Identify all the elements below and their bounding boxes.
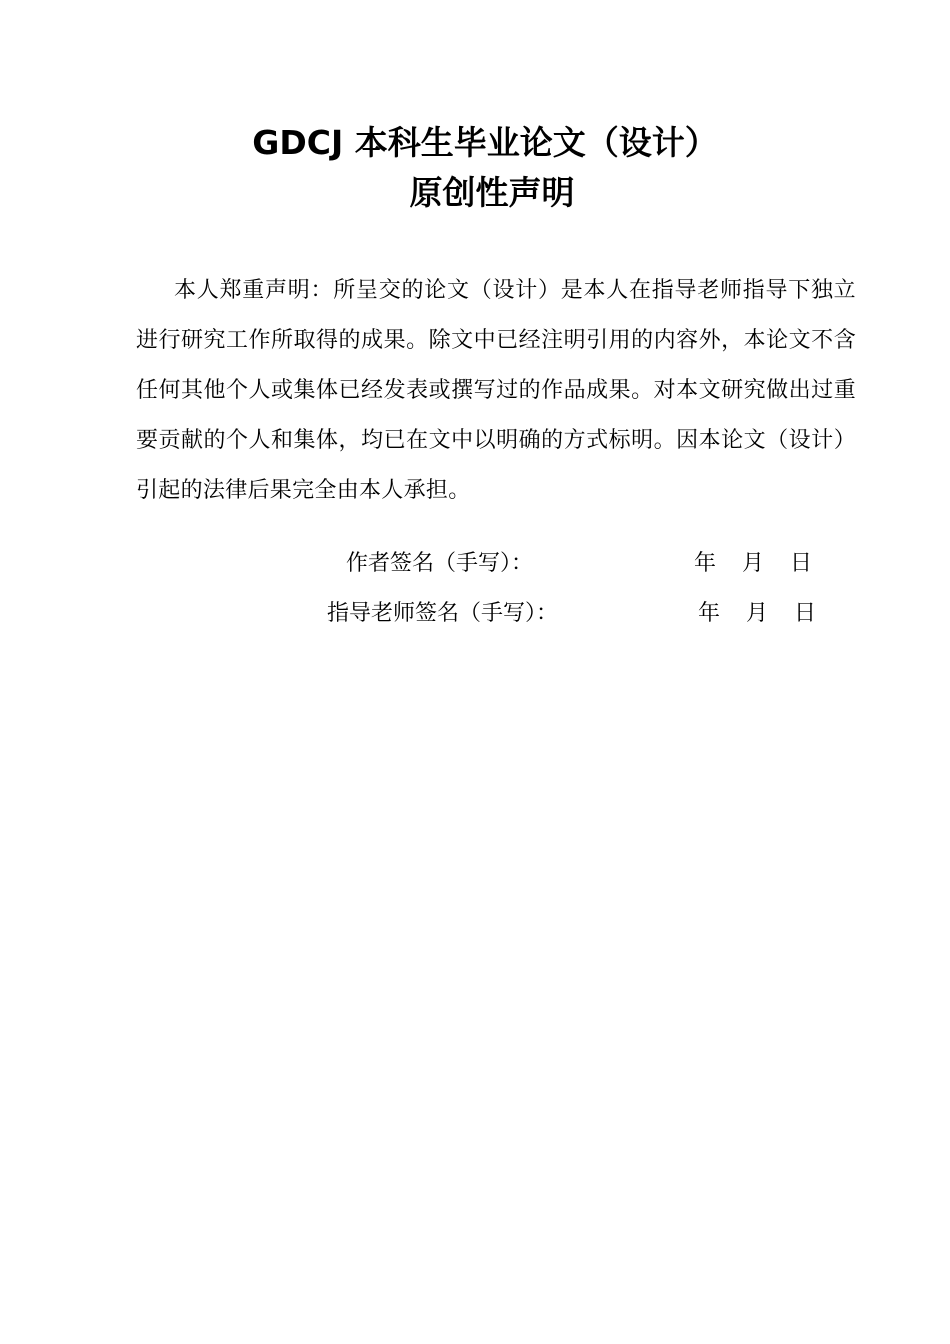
author-signature-label: 作者签名（手写）： [346,551,534,576]
author-signature-date [694,549,812,579]
advisor-signature-date [698,599,816,629]
advisor-date-year: 年 [698,601,721,626]
author-date-day: 日 [790,551,813,576]
advisor-date-day: 日 [794,601,817,626]
declaration-subtitle: 原创性声明 [409,173,575,212]
author-date-year: 年 [694,551,717,576]
declaration-title: GDCJ 本科生毕业论文（设计） [252,123,718,162]
advisor-date-month: 月 [746,601,769,626]
declaration-body: 本人郑重声明：所呈交的论文（设计）是本人在指导老师指导下独立进行研究工作所取得的成果。除文中已经注明引用的内容外，本论文不含任何其他个人或集体已经发表或撰写过的作品成果。对本文研究做出过重要贡献的个人和集体，均已在文中以明确的方式标明。因本论文（设计）引起的法律后果完全由本人承担。 [136,278,856,503]
author-date-month: 月 [742,551,765,576]
advisor-signature-label: 指导老师签名（手写）： [327,601,559,626]
